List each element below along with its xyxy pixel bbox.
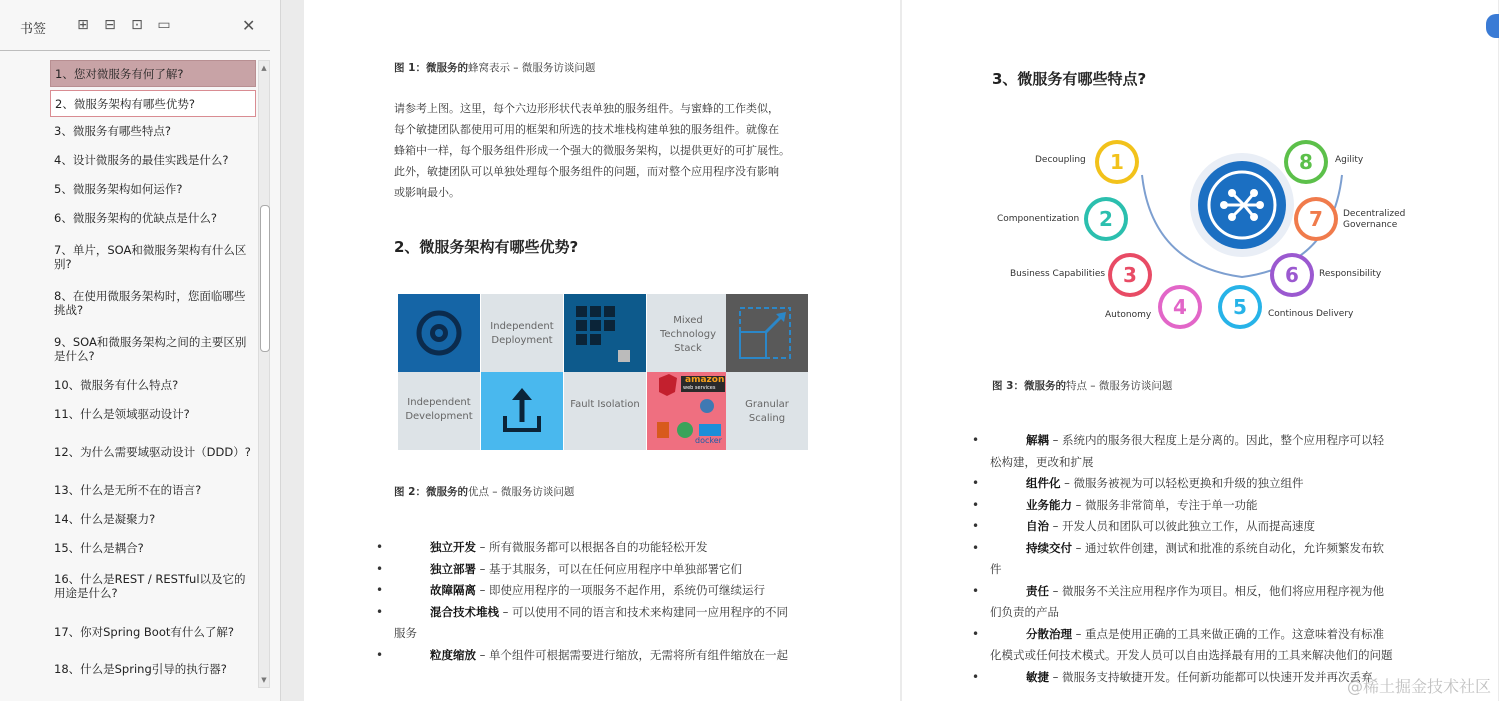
bookmark-label: 5、微服务架构如何运作?: [54, 182, 183, 196]
list-item-continuation: 松构建，更改和扩展: [990, 454, 1094, 469]
bookmark-item[interactable]: [50, 378, 256, 392]
list-item: • 业务能力 – 微服务非常简单，专注于单一功能: [972, 497, 1258, 512]
list-item: • 组件化 – 微服务被视为可以轻松更换和升级的独立组件: [972, 476, 1304, 490]
bookmark-item[interactable]: [50, 60, 256, 87]
intro-paragraph: 请参考上图。这里，每个六边形形状代表单独的服务组件。与蜜蜂的工作类似， 每个敏捷团队都使用可用的框架和所选的技术堆栈构建单独的服务组件。就像在 蜂箱中一样，每个服务组件形成一个强大的微服务架构，以提供更好的可扩展性。 此外，敏捷团队可以单独处理每个服务组件的问题，而对整个应用程序没有影响 或影响最小。: [394, 102, 790, 199]
label-decentralized-governance: Decentralized Governance: [1343, 209, 1406, 230]
list-item: • 混合技术堆栈 – 可以使用不同的语言和技术来构建同一应用程序的不同: [376, 604, 789, 619]
bookmark-label: 18、什么是Spring引导的执行器?: [54, 662, 227, 676]
bookmark-item[interactable]: [50, 541, 256, 555]
list-item-continuation: 件: [990, 562, 1002, 576]
bookmark-title: 书签: [20, 22, 47, 37]
tile-independent-development: Independent Development: [398, 372, 480, 450]
web-services-text: web services: [683, 385, 716, 391]
list-item-continuation: 服务: [394, 626, 417, 640]
bookmark-settings-icon[interactable]: ▭: [157, 17, 171, 33]
document-page-left: [304, 0, 900, 701]
bookmark-item[interactable]: [50, 483, 256, 497]
bookmark-label: 12、为什么需要域驱动设计（DDD）?: [54, 445, 251, 459]
watermark: @稀土掘金技术社区: [1346, 677, 1491, 696]
bookmark-label: 3、微服务有哪些特点?: [54, 124, 171, 138]
section-heading-3: 3、微服务有哪些特点?: [992, 70, 1147, 88]
list-item: • 责任 – 微服务不关注应用程序作为项目。相反，他们将应用程序视为他: [972, 583, 1385, 598]
upload-icon: [481, 372, 563, 450]
figure-1-caption: 图 1：微服务的蜂窝表示 – 微服务访谈问题: [394, 62, 596, 74]
bookmark-label: 10、微服务有什么特点?: [54, 378, 179, 392]
floating-edge-button[interactable]: [1486, 14, 1499, 38]
list-item: • 独立开发 – 所有微服务都可以根据各自的功能轻松开发: [376, 540, 708, 554]
bookmark-item[interactable]: [50, 572, 256, 600]
tile-scale: [726, 294, 808, 372]
list-item-continuation: 们负责的产品: [990, 605, 1059, 619]
bookmark-label: 1、您对微服务有何了解?: [55, 67, 184, 81]
bookmark-label: 7、单片，SOA和微服务架构有什么区别?: [54, 243, 247, 271]
scroll-down-icon[interactable]: ▼: [261, 676, 267, 684]
amazon-text: amazon: [685, 375, 725, 385]
list-item: • 分散治理 – 重点是使用正确的工具来做正确的工作。这意味着没有标准: [972, 626, 1385, 641]
list-item: • 粒度缩放 – 单个组件可根据需要进行缩放，无需将所有组件缩放在一起: [376, 647, 789, 662]
tile-tech-logos: [647, 372, 729, 450]
scroll-up-icon[interactable]: ▲: [261, 64, 267, 72]
label-decoupling: Decoupling: [1035, 155, 1086, 165]
label-business-capabilities: Business Capabilities: [1010, 269, 1106, 279]
tile-granular-scaling: Granular Scaling: [726, 372, 808, 450]
grid-blocks-icon: [564, 294, 646, 372]
diagram-node-6: 6: [1270, 253, 1314, 297]
tile-deploy: [481, 372, 563, 450]
close-icon[interactable]: ✕: [242, 16, 256, 35]
document-page-right: [902, 0, 1498, 701]
scale-arrow-icon: [726, 294, 808, 372]
bookmark-label: 11、什么是领域驱动设计?: [54, 407, 190, 421]
list-item: • 解耦 – 系统内的服务很大程度上是分离的。因此，整个应用程序可以轻: [972, 433, 1385, 447]
list-item-continuation: 化模式或任何技术模式。开发人员可以自由选择最有用的工具来解决他们的问题: [990, 648, 1393, 662]
bookmark-scrollbar[interactable]: [258, 60, 270, 688]
bookmark-label: 13、什么是无所不在的语言?: [54, 483, 202, 497]
expand-all-icon[interactable]: ⊞: [77, 17, 89, 33]
bookmark-panel: [0, 0, 281, 701]
bookmark-item[interactable]: [50, 289, 256, 317]
bookmark-label: 4、设计微服务的最佳实践是什么?: [54, 153, 229, 167]
diagram-node-5: 5: [1218, 285, 1262, 329]
diagram-node-3: 3: [1108, 253, 1152, 297]
bookmark-item[interactable]: [50, 662, 256, 676]
add-bookmark-icon[interactable]: ⊡: [131, 17, 143, 33]
bookmark-label: 9、SOA和微服务架构之间的主要区别是什么?: [54, 335, 247, 363]
collapse-all-icon[interactable]: ⊟: [104, 17, 116, 33]
figure-3-caption: 图 3：微服务的特点 – 微服务访谈问题: [992, 380, 1173, 392]
label-agility: Agility: [1335, 155, 1364, 165]
bookmark-item[interactable]: [50, 335, 256, 363]
gear-cycle-icon: [398, 294, 480, 372]
figure-2-caption: 图 2：微服务的优点 – 微服务访谈问题: [394, 486, 575, 498]
diagram-node-1: 1: [1095, 140, 1139, 184]
diagram-node-2: 2: [1084, 197, 1128, 241]
label-componentization: Componentization: [997, 214, 1080, 224]
section-heading-2: 2、微服务架构有哪些优势?: [394, 238, 579, 256]
diagram-node-8: 8: [1284, 140, 1328, 184]
docker-text: docker: [695, 436, 722, 445]
bookmark-item[interactable]: [50, 243, 256, 271]
bookmark-item[interactable]: [50, 407, 256, 421]
bookmark-label: 2、微服务架构有哪些优势?: [55, 97, 195, 111]
tile-mixed-technology: Mixed Technology Stack: [647, 294, 729, 372]
bookmark-label: 15、什么是耦合?: [54, 541, 144, 555]
scroll-thumb[interactable]: [260, 205, 270, 352]
bookmark-item[interactable]: [50, 512, 256, 526]
label-autonomy: Autonomy: [1105, 310, 1152, 320]
characteristics-diagram: [992, 135, 1412, 335]
tile-independent-deployment: Independent Deployment: [481, 294, 563, 372]
bookmark-label: 14、什么是凝聚力?: [54, 512, 156, 526]
label-responsibility: Responsibility: [1319, 269, 1382, 279]
list-item: • 自治 – 开发人员和团队可以彼此独立工作，从而提高速度: [972, 519, 1316, 533]
bookmark-header: [0, 0, 270, 51]
list-item: • 持续交付 – 通过软件创建，测试和批准的系统自动化，允许频繁发布软: [972, 540, 1385, 555]
advantages-figure: [398, 294, 808, 450]
advantages-list: [376, 537, 896, 666]
bookmark-label: 8、在使用微服务架构时，您面临哪些挑战?: [54, 289, 246, 317]
diagram-node-7: 7: [1294, 197, 1338, 241]
characteristics-list: [972, 430, 1490, 688]
bookmark-item[interactable]: [50, 445, 256, 459]
label-continous-delivery: Continous Delivery: [1268, 309, 1354, 319]
bookmark-item[interactable]: [50, 211, 256, 225]
list-item: • 独立部署 – 基于其服务，可以在任何应用程序中单独部署它们: [376, 561, 743, 576]
diagram-arcs: [992, 135, 1412, 335]
bookmark-item[interactable]: [50, 124, 256, 138]
list-item: • 故障隔离 – 即使应用程序的一项服务不起作用，系统仍可继续运行: [376, 583, 766, 597]
bookmark-label: 6、微服务架构的优缺点是什么?: [54, 211, 217, 225]
diagram-node-4: 4: [1158, 285, 1202, 329]
tile-fault-isolation: Fault Isolation: [564, 372, 646, 450]
bookmark-item[interactable]: [50, 153, 256, 167]
bookmark-item[interactable]: [50, 182, 256, 196]
tile-cycle: [398, 294, 480, 372]
bookmark-label: 16、什么是REST / RESTful以及它的用途是什么?: [54, 572, 246, 600]
tile-grid: [564, 294, 646, 372]
bookmark-item[interactable]: [50, 625, 256, 639]
list-item: • 敏捷 – 微服务支持敏捷开发。任何新功能都可以快速开发并再次丢弃: [972, 669, 1373, 684]
bookmark-label: 17、你对Spring Boot有什么了解?: [54, 625, 234, 639]
bookmark-item[interactable]: [50, 90, 256, 117]
